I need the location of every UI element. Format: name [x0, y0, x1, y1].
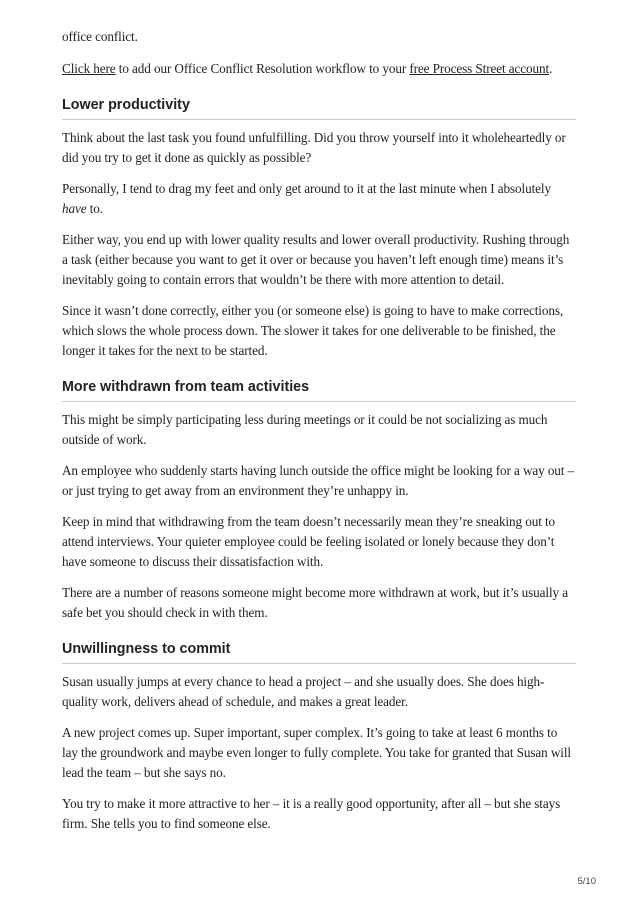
paragraph: A new project comes up. Super important, super complex. It’s going to take at least 6 months to lay the groundwork and maybe even longer to fully complete. You take for granted that Susan will lead the team – but she says no. [62, 725, 571, 780]
page-number: 5/10 [577, 876, 596, 887]
paragraph: You try to make it more attractive to her – it is a really good opportunity, after all – but she stays firm. She tells you to find someone else. [62, 796, 561, 831]
paragraph: Susan usually jumps at every chance to head a project – and she usually does. She does high-quality work, delivers ahead of schedule, and makes a great leader. [62, 674, 545, 709]
paragraph [62, 179, 576, 219]
paragraph: Either way, you end up with lower quality results and lower overall productivity. Rushing through a task (either because you want to get it over or because you haven’t left enough time) means it’s inevitably going to contain errors that wouldn’t be there with more attention to detail. [62, 232, 570, 287]
paragraph-text: Personally, I tend to drag my feet and only get around to it at the last minute when I absolutely [62, 181, 551, 196]
section-heading-more-withdrawn: More withdrawn from team activities [62, 378, 576, 402]
click-here-link[interactable]: Click here [62, 61, 116, 76]
paragraph: Think about the last task you found unfulfilling. Did you throw yourself into it wholeheartedly or did you try to get it done as quickly as possible? [62, 130, 566, 165]
paragraph: There are a number of reasons someone might become more withdrawn at work, but it’s usually a safe bet you should check in with them. [62, 585, 568, 620]
section-heading-unwillingness-to-commit: Unwillingness to commit [62, 640, 576, 664]
intro-paragraph: office conflict. [62, 29, 138, 44]
section-heading-lower-productivity: Lower productivity [62, 96, 576, 120]
emphasis-text: have [62, 201, 87, 216]
cta-paragraph [62, 59, 576, 79]
paragraph-text: to. [86, 201, 103, 216]
paragraph: This might be simply participating less during meetings or it could be not socializing as much outside of work. [62, 412, 548, 447]
cta-middle-text: to add our Office Conflict Resolution workflow to your [115, 61, 410, 76]
paragraph: An employee who suddenly starts having lunch outside the office might be looking for a way out – or just trying to get away from an environment they’re unhappy in. [62, 463, 575, 498]
paragraph: Keep in mind that withdrawing from the team doesn’t necessarily mean they’re sneaking out to attend interviews. Your quieter employee could be feeling isolated or lonely because they don’t have someone to discuss their dissatisfaction with. [62, 514, 556, 569]
process-street-account-link[interactable]: free Process Street account [409, 61, 550, 76]
cta-end-text: . [549, 61, 553, 76]
paragraph: Since it wasn’t done correctly, either you (or someone else) is going to have to make corrections, which slows the whole process down. The slower it takes for one deliverable to be finished, the longer it takes for the next to be started. [62, 303, 564, 358]
